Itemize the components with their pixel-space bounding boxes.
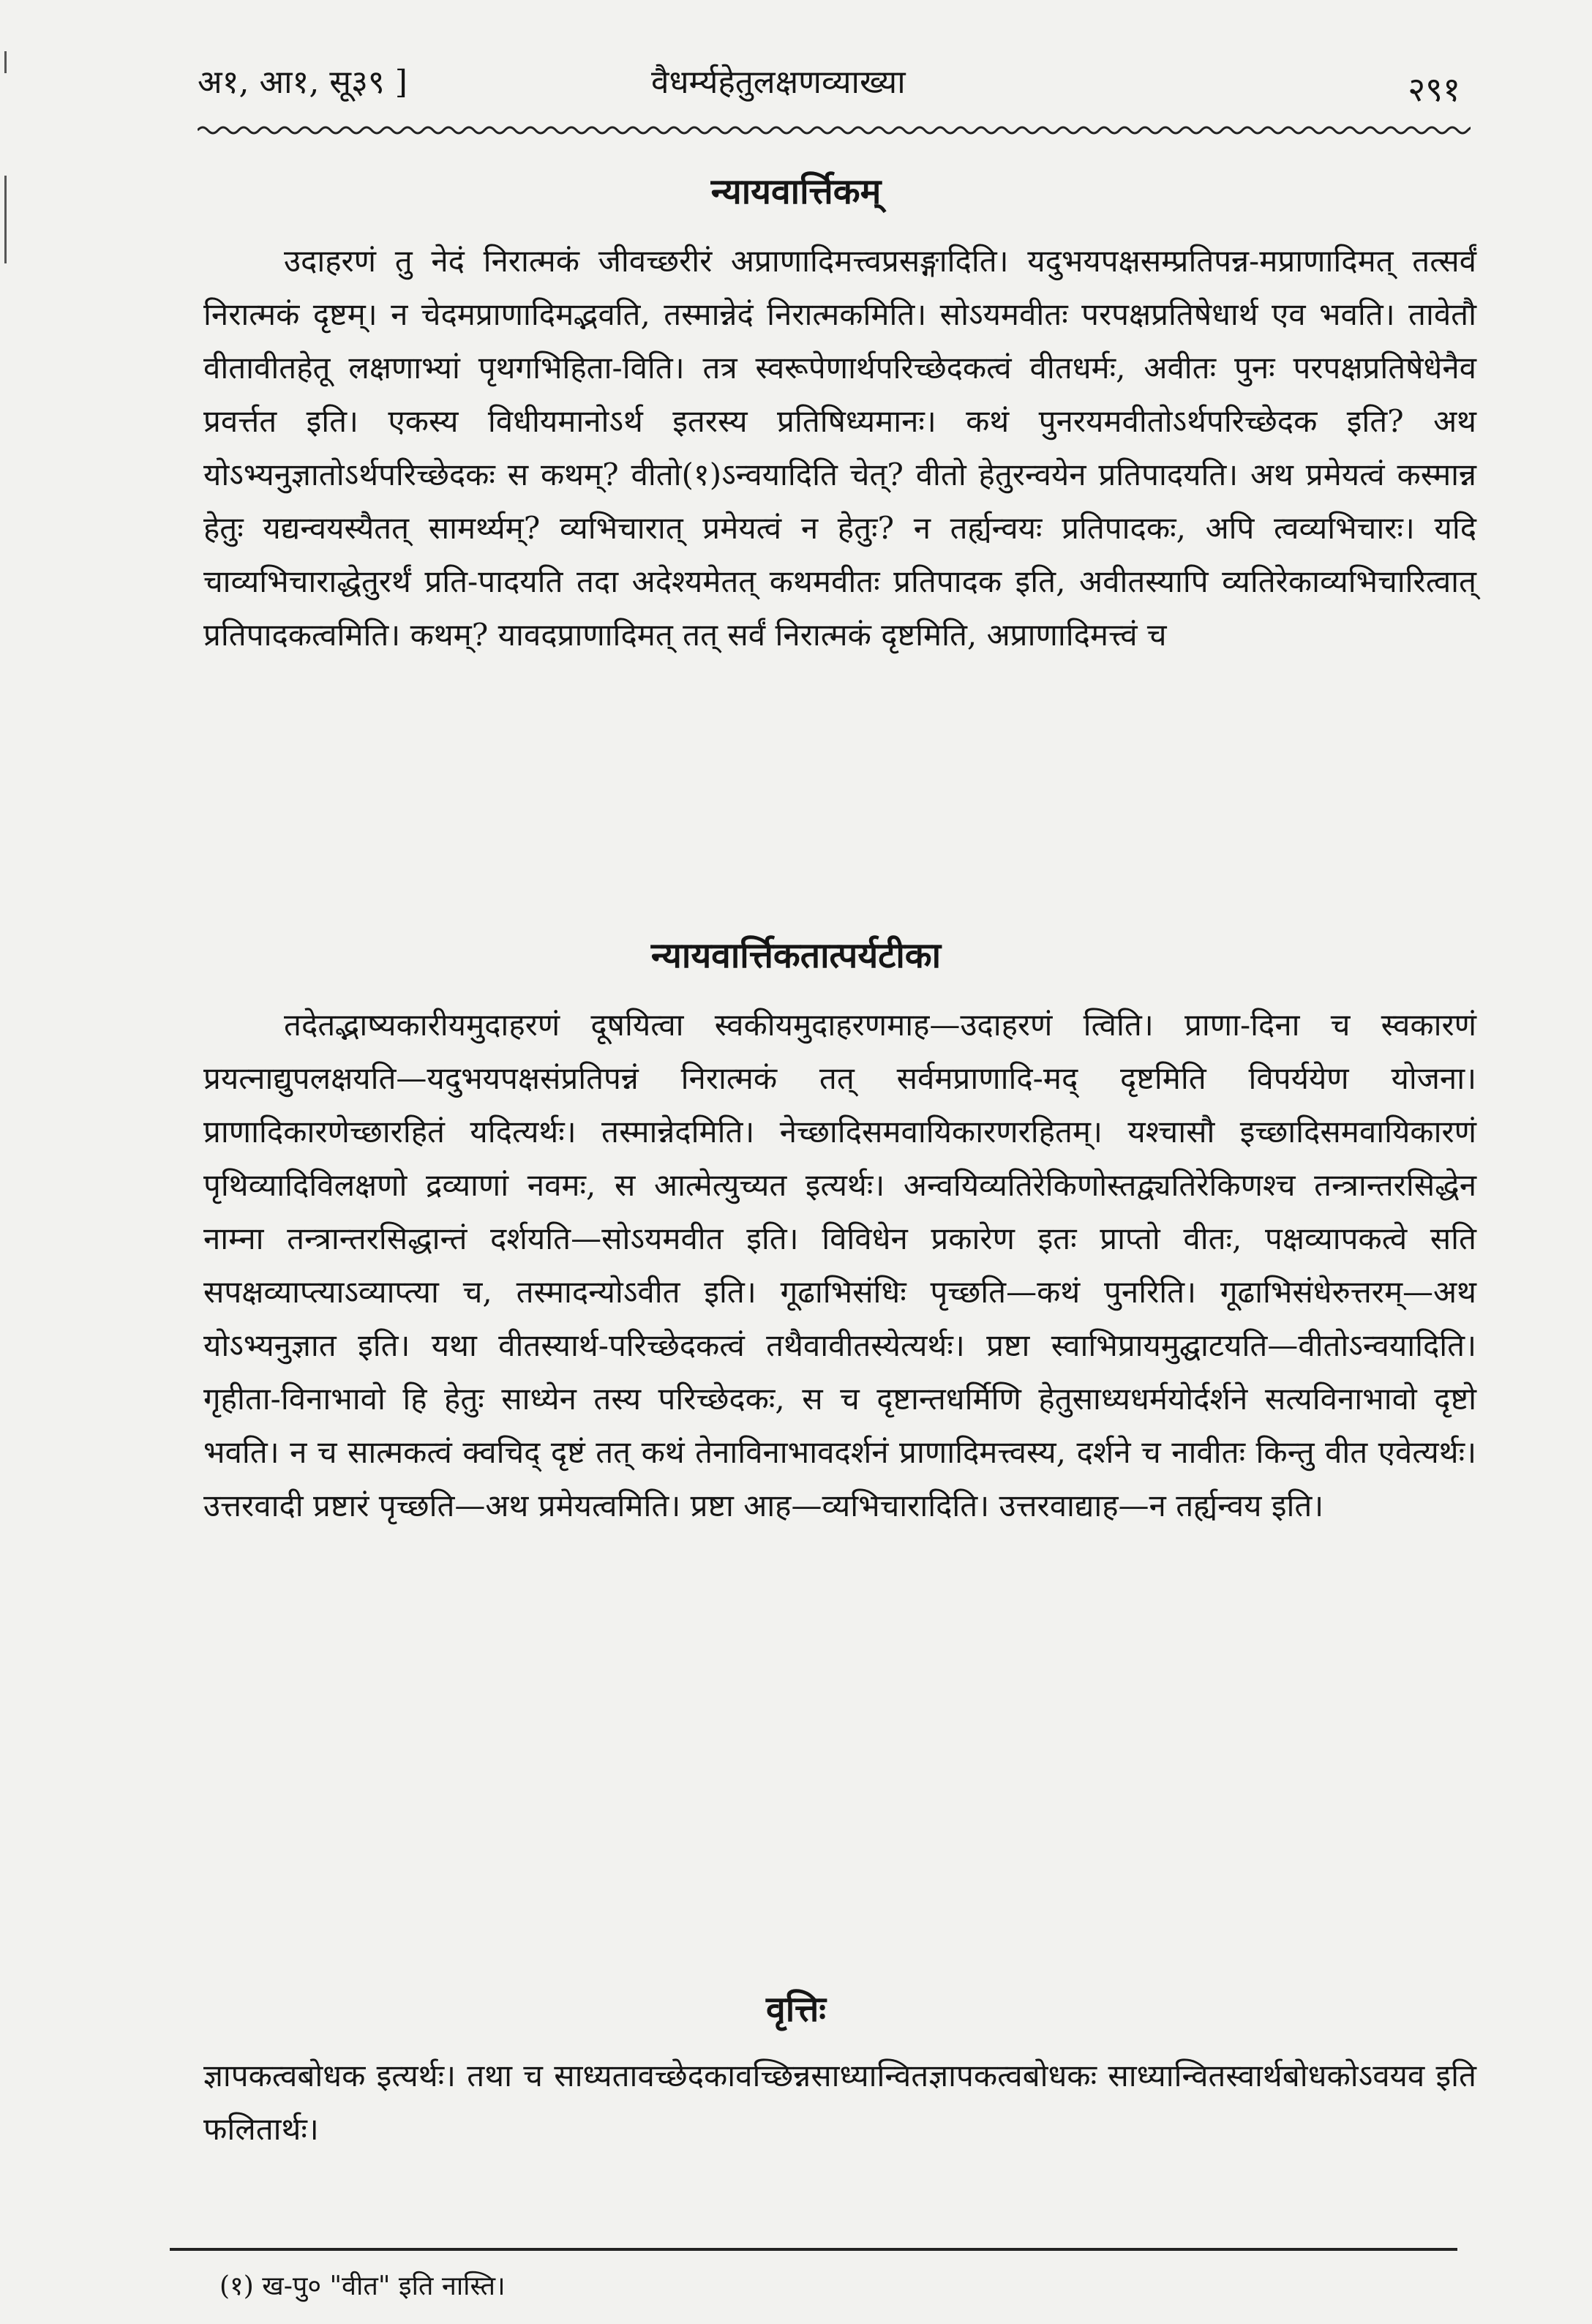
section-heading-tatparyatika: न्यायवार्त्तिकतात्पर्यटीका — [650, 935, 942, 976]
running-head-reference: अ१, आ१, सू३९ ] — [198, 64, 408, 101]
paragraph: तदेतद्भाष्यकारीयमुदाहरणं दूषयित्वा स्वकीयमुदाहरणमाह—उदाहरणं त्विति। प्राणा-दिना च स्वकारणं प्रयत्नाद्युपलक्षयति—यदुभयपक्षसंप्रतिपन्नं निरात्मकं तत् सर्वमप्राणादि-मद् दृष्टमिति विपर्ययेण योजना। प्राणादिकारणेच्छारहितं यदित्यर्थः। तस्मान्नेदमिति। नेच्छादिसमवायिकारणरहितम्। यश्चासौ इच्छादिसमवायिकारणं पृथिव्यादिविलक्षणो द्रव्याणां नवमः, स आत्मेत्युच्यत इत्यर्थः। अन्वयिव्यतिरेकिणोस्तद्व्यतिरेकिणश्च तन्त्रान्तरसिद्धेन नाम्ना तन्त्रान्तरसिद्धान्तं दर्शयति—सोऽयमवीत इति। विविधेन प्रकारेण इतः प्राप्तो वीतः, पक्षव्यापकत्वे सति सपक्षव्याप्त्याऽव्याप्त्या च, तस्मादन्योऽवीत इति। गूढाभिसंधिः पृच्छति—कथं पुनरिति। गूढाभिसंधेरुत्तरम्—अथ योऽभ्यनुज्ञात इति। यथा वीतस्यार्थ-परिच्छेदकत्वं तथैवावीतस्येत्यर्थः। प्रष्टा स्वाभिप्रायमुद्घाटयति—वीतोऽन्वयादिति। गृहीता-विनाभावो हि हेतुः साध्येन तस्य परिच्छेदकः, स च दृष्टान्तधर्मिणि हेतुसाध्यधर्मयोर्दर्शने सत्यविनाभावो दृष्टो भवति। न च सात्मकत्वं क्वचिद् दृष्टं तत् कथं तेनाविनाभावदर्शनं प्राणादिमत्त्वस्य, दर्शने च नावीतः किन्तु वीत एवेत्यर्थः। उत्तरवादी प्रष्टारं पृच्छति—अथ प्रमेयत्वमिति। प्रष्टा आह—व्यभिचारादिति। उत्तरवाद्याह—न तर्ह्यन्वय इति। — [203, 1007, 1476, 1523]
section-text-nyayavarttikam — [203, 234, 1476, 661]
paragraph: ज्ञापकत्वबोधक इत्यर्थः। तथा च साध्यतावच्छेदकावच्छिन्नसाध्यान्वितज्ञापकत्वबोधकः साध्यान्वितस्वार्थबोधकोऽवयव इति फलितार्थः। — [203, 2058, 1476, 2147]
section-heading-vrttih: वृत्तिः — [766, 1989, 826, 2030]
running-head-title: वैधर्म्यहेतुलक्षणव्याख्या — [651, 64, 906, 101]
wavy-rule — [198, 123, 1471, 138]
footnote: (१) ख-पु० "वीत" इति नास्ति। — [219, 2271, 506, 2301]
footnote-rule — [170, 2248, 1457, 2251]
margin-mark — [4, 51, 7, 73]
paragraph: उदाहरणं तु नेदं निरात्मकं जीवच्छरीरं अप्राणादिमत्त्वप्रसङ्गादिति। यदुभयपक्षसम्प्रतिपन्न-मप्राणादिमत् तत्सर्वं निरात्मकं दृष्टम्। न चेदमप्राणादिमद्भवति, तस्मान्नेदं निरात्मकमिति। सोऽयमवीतः परपक्षप्रतिषेधार्थ एव भवति। तावेतौ वीतावीतहेतू लक्षणाभ्यां पृथगभिहिता-विति। तत्र स्वरूपेणार्थपरिच्छेदकत्वं वीतधर्मः, अवीतः पुनः परपक्षप्रतिषेधेनैव प्रवर्त्तत इति। एकस्य विधीयमानोऽर्थ इतरस्य प्रतिषिध्यमानः। कथं पुनरयमवीतोऽर्थपरिच्छेदक इति? अथ योऽभ्यनुज्ञातोऽर्थपरिच्छेदकः स कथम्? वीतो(१)ऽन्वयादिति चेत्? वीतो हेतुरन्वयेन प्रतिपादयति। अथ प्रमेयत्वं कस्मान्न हेतुः यद्यन्वयस्यैतत् सामर्थ्यम्? व्यभिचारात् प्रमेयत्वं न हेतुः? न तर्ह्यन्वयः प्रतिपादकः, अपि त्वव्यभिचारः। यदि चाव्यभिचाराद्धेतुरर्थं प्रति-पादयति तदा अदेश्यमेतत् कथमवीतः प्रतिपादक इति, अवीतस्यापि व्यतिरेकाव्यभिचारित्वात् प्रतिपादकत्वमिति। कथम्? यावदप्राणादिमत् तत् सर्वं निरात्मकं दृष्टमिति, अप्राणादिमत्त्वं च — [203, 243, 1476, 653]
page-number: २९१ — [1408, 70, 1460, 109]
section-text-vrttih — [203, 2049, 1476, 2156]
running-head — [198, 51, 1460, 117]
section-heading-nyayavarttikam: न्यायवार्त्तिकम् — [710, 171, 882, 212]
section-text-tatparyatika — [203, 998, 1476, 1532]
